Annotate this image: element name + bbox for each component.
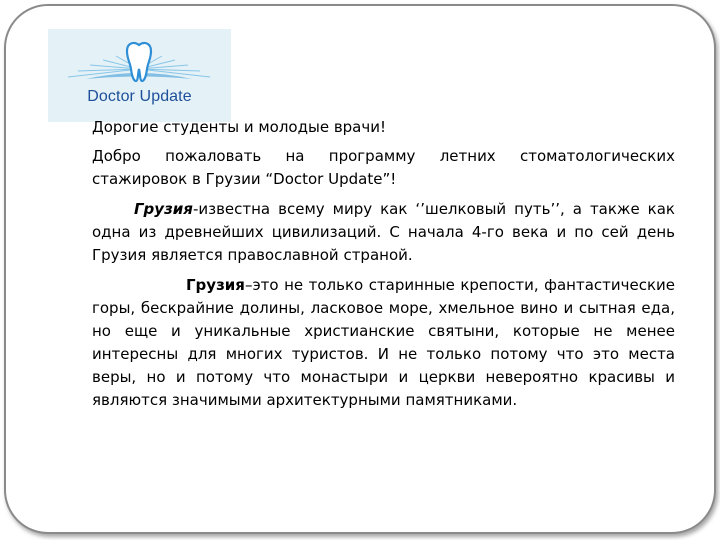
georgia-attractions-text: –это не только старинные крепости, фантастические горы, бескрайние долины, ласковое море, хмельное вино и сытная еда, но еще и уникальные христианские святыни, которые не менее интересны для многих туристов. И не только потому что это места веры, но и потому что монастыри и церкви невероятно красивы и являются значимыми архитектурными памятниками. <box>92 276 675 409</box>
welcome-paragraph: Добро пожаловать на программу летних стоматологических стажировок в Грузии “Doctor Update”! <box>92 147 675 188</box>
georgia-heading-1: Грузия <box>134 200 193 218</box>
logo <box>48 29 231 122</box>
content <box>92 116 675 419</box>
georgia-heading-2: Грузия <box>186 276 245 294</box>
georgia-history-paragraph <box>92 198 675 267</box>
tooth-icon <box>48 29 231 122</box>
logo-text: Doctor Update <box>87 88 192 105</box>
georgia-history-text: -известна всему миру как ‘’шелковый путь’’, а также как одна из древнейших цивилизаций. С начала 4-го века и по сей день Грузия является православной страной. <box>92 200 675 264</box>
greeting-text: Дорогие студенты и молодые врачи! <box>92 118 387 136</box>
georgia-attractions-paragraph <box>92 274 675 412</box>
